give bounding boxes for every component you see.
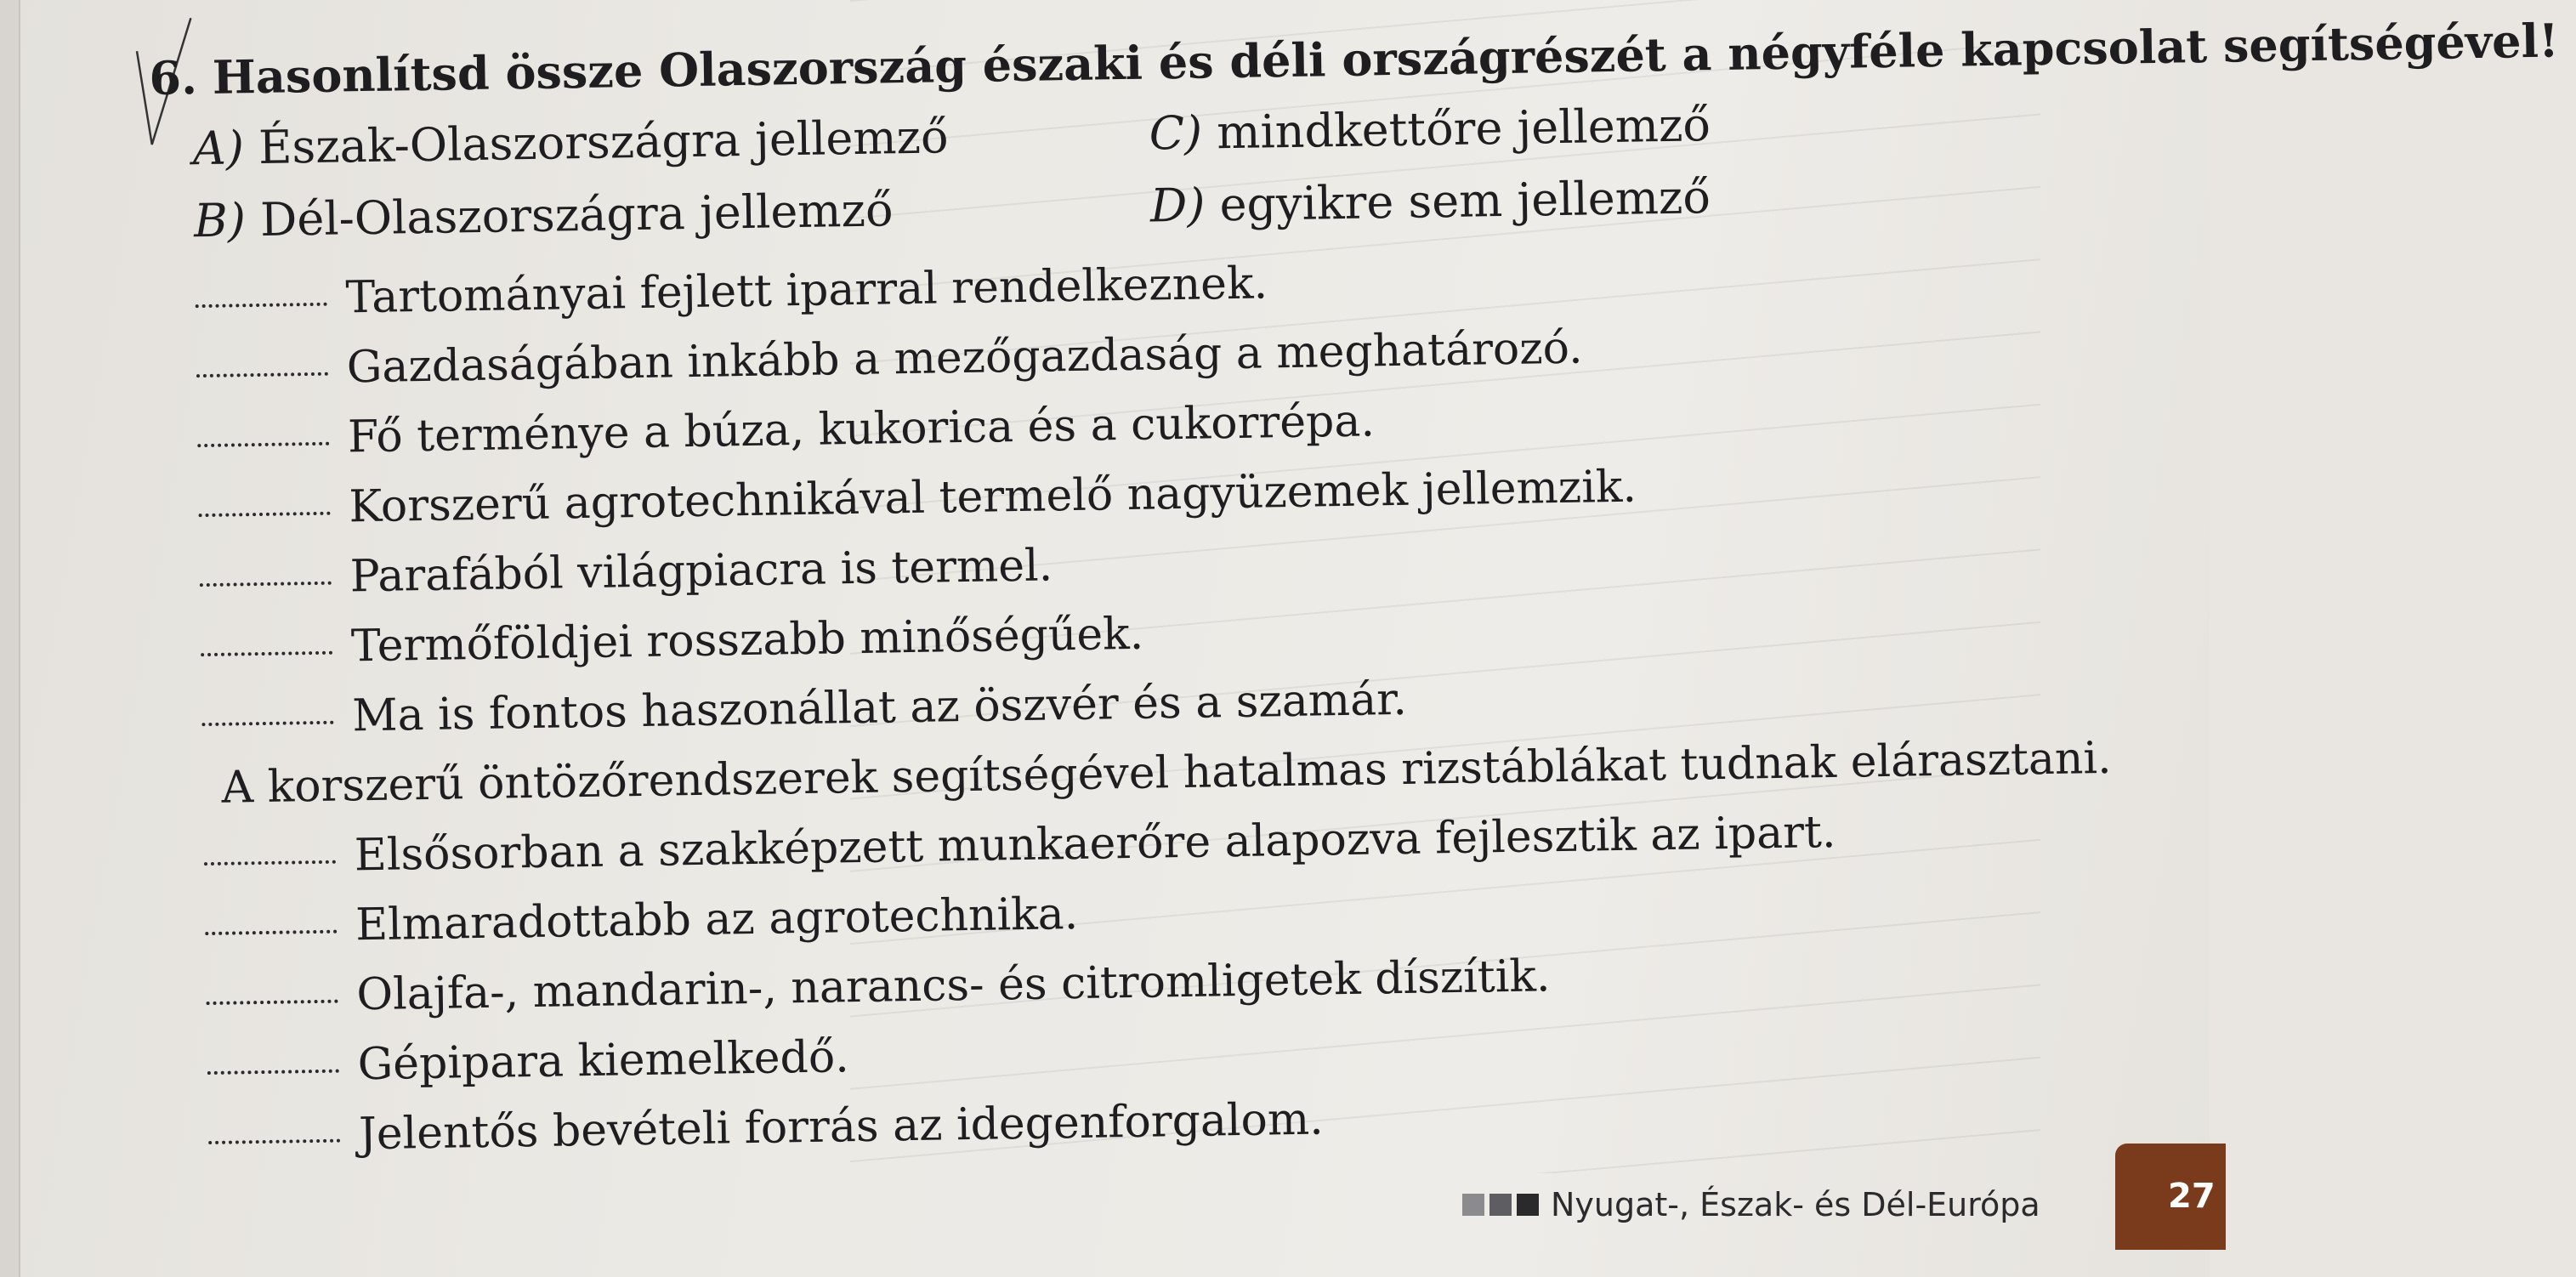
option-text: Dél-Olaszországra jellemző [259, 183, 894, 247]
chapter-footer [1462, 1186, 2040, 1223]
option-text: Észak-Olaszországra jellemző [258, 110, 949, 174]
answer-blank[interactable] [207, 1070, 339, 1075]
statement-text: Tartományai fejlett iparral rendelkeznek. [345, 258, 1268, 324]
answer-blank[interactable] [201, 721, 333, 726]
option-c [1149, 98, 1711, 160]
statement-text: Gépipara kiemelkedő. [357, 1031, 850, 1091]
answer-blank[interactable] [200, 582, 332, 587]
answer-blank[interactable] [196, 372, 328, 377]
option-a [192, 110, 949, 175]
option-text: egyikre sem jellemző [1219, 170, 1711, 232]
option-text: mindkettőre jellemző [1216, 98, 1711, 160]
page-number-tab: 27 [2115, 1144, 2226, 1250]
exercise-number: 6. [149, 50, 198, 105]
answer-blank[interactable] [197, 442, 329, 447]
statement-list [152, 246, 2113, 1182]
statement-text: Fő terménye a búza, kukorica és a cukorrépa. [347, 395, 1376, 463]
light-square-icon [1462, 1194, 1484, 1216]
dark-square-icon [1517, 1194, 1539, 1216]
statement-text: Gazdaságában inkább a mezőgazdaság a meghatározó. [346, 322, 1583, 394]
option-letter: A) [192, 121, 245, 176]
answer-blank[interactable] [199, 512, 331, 517]
exercise-title-text: Hasonlítsd össze Olaszország északi és déli országrészét a négyféle kapcsolat segítségével! [212, 13, 2560, 105]
statement-text: Jelentős bevételi forrás az idegenforgalom. [358, 1093, 1325, 1161]
statement-text: Termőföldjei rosszabb minőségűek. [350, 608, 1144, 673]
option-d [1150, 170, 1711, 232]
statement-text: Olajfa-, mandarin-, narancs- és citromligetek díszítik. [355, 951, 1551, 1021]
exercise-6 [149, 13, 2560, 1182]
answer-blank[interactable] [208, 1139, 340, 1144]
option-letter: B) [193, 193, 247, 248]
chapter-title: Nyugat-, Észak- és Dél-Európa [1551, 1186, 2040, 1223]
option-letter: C) [1149, 105, 1203, 161]
statement-text: Parafából világpiacra is termel. [349, 540, 1053, 603]
answer-blank[interactable] [207, 1000, 338, 1005]
answer-options [150, 93, 2064, 267]
option-b [194, 183, 894, 247]
left-page-edge [0, 0, 20, 1277]
statement-text: Elmaradottabb az agrotechnika. [355, 888, 1079, 951]
option-letter: D) [1149, 178, 1206, 233]
statement-text: A korszerű öntözőrendszerek segítségével hatalmas rizstáblákat tudnak elárasztani. [221, 732, 2113, 814]
medium-square-icon [1489, 1194, 1512, 1216]
statement-text: Ma is fontos haszonállat az öszvér és a szamár. [351, 673, 1408, 742]
statement-text: Elsősorban a szakképzett munkaerőre alapozva fejlesztik az ipart. [354, 806, 1836, 882]
answer-blank[interactable] [205, 930, 337, 935]
statement-text: Korszerű agrotechnikával termelő nagyüzemek jellemzik. [348, 461, 1637, 533]
answer-blank[interactable] [204, 860, 336, 866]
answer-blank[interactable] [196, 303, 327, 308]
answer-blank[interactable] [201, 651, 332, 656]
